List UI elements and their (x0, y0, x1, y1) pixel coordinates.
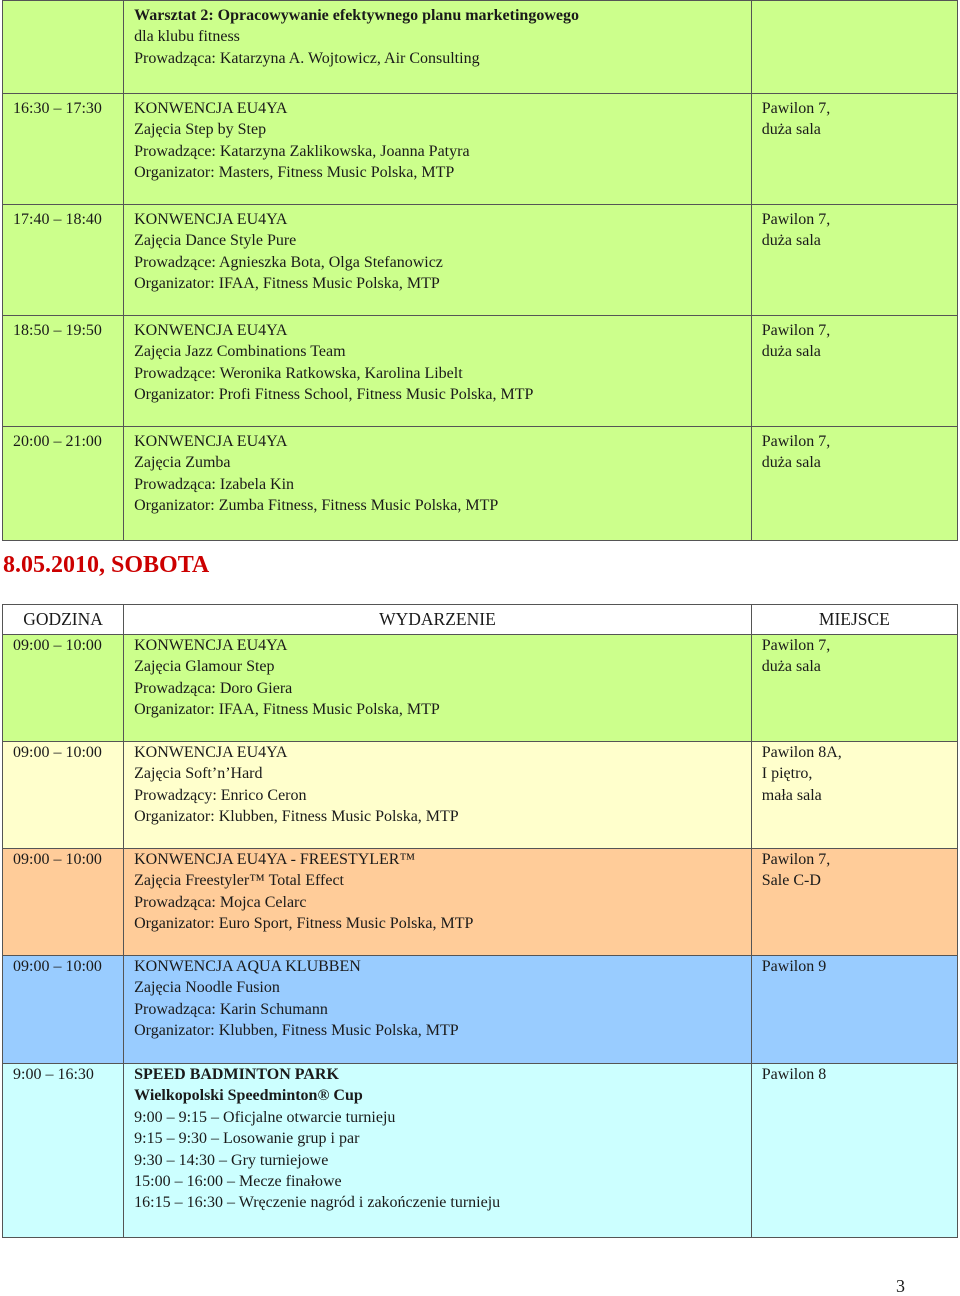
event-detail: Zajęcia Soft’n’Hard (134, 765, 263, 783)
event-cell (124, 205, 752, 316)
event-detail: Organizator: Klubben, Fitness Music Polska, MTP (134, 1022, 459, 1040)
place-cell (751, 1064, 957, 1238)
event-cell (124, 94, 752, 205)
time-cell: 18:50 – 19:50 (3, 316, 124, 427)
event-detail: Organizator: Masters, Fitness Music Polska, MTP (134, 164, 455, 182)
time-cell: 09:00 – 10:00 (3, 742, 124, 849)
time-cell: 17:40 – 18:40 (3, 205, 124, 316)
time-cell: 20:00 – 21:00 (3, 427, 124, 541)
place-cell (751, 849, 957, 956)
header-place: MIEJSCE (751, 605, 957, 635)
place-line: Pawilon 7, (761, 637, 831, 654)
schedule-row (3, 956, 958, 1064)
place-line: Pawilon 8 (761, 1066, 827, 1083)
event-detail: Organizator: IFAA, Fitness Music Polska, MTP (134, 701, 440, 719)
workshop-subtitle: dla klubu fitness (134, 28, 240, 46)
event-cell (124, 635, 752, 742)
event-title: KONWENCJA EU4YA (134, 211, 288, 228)
place-cell (751, 427, 957, 541)
event-title: KONWENCJA EU4YA (134, 433, 288, 450)
event-detail: 9:30 – 14:30 – Gry turniejowe (134, 1151, 329, 1169)
time-cell: 09:00 – 10:00 (3, 635, 124, 742)
event-detail: Prowadzący: Enrico Ceron (134, 786, 307, 804)
event-detail: Prowadzące: Weronika Ratkowska, Karolina Libelt (134, 364, 463, 382)
event-cell (124, 849, 752, 956)
place-cell (751, 316, 957, 427)
event-cell (124, 956, 752, 1064)
event-detail: Organizator: Zumba Fitness, Fitness Music Polska, MTP (134, 497, 499, 515)
event-detail: 9:00 – 9:15 – Oficjalne otwarcie turnieju (134, 1108, 396, 1126)
event-detail: Organizator: IFAA, Fitness Music Polska, MTP (134, 275, 440, 293)
header-event: WYDARZENIE (124, 605, 752, 635)
place-line: Pawilon 7, (761, 322, 831, 339)
place-line: Pawilon 7, (761, 100, 831, 117)
event-detail: Zajęcia Zumba (134, 454, 231, 472)
event-subtitle: Wielkopolski Speedminton® Cup (134, 1087, 363, 1105)
place-line: Sale C-D (761, 872, 821, 890)
time-cell: 16:30 – 17:30 (3, 94, 124, 205)
event-detail: 15:00 – 16:00 – Mecze finałowe (134, 1173, 342, 1191)
place-line: Pawilon 7, (761, 211, 831, 228)
schedule-row (3, 849, 958, 956)
place-cell (751, 94, 957, 205)
event-title: SPEED BADMINTON PARK (134, 1066, 339, 1083)
schedule-row (3, 316, 958, 427)
time-cell: 09:00 – 10:00 (3, 849, 124, 956)
event-detail: 9:15 – 9:30 – Losowanie grup i par (134, 1130, 360, 1148)
place-cell (751, 635, 957, 742)
place-line: mała sala (761, 786, 822, 804)
schedule-row (3, 205, 958, 316)
event-cell (124, 316, 752, 427)
event-detail: Zajęcia Glamour Step (134, 658, 275, 676)
event-detail: 16:15 – 16:30 – Wręczenie nagród i zakończenie turnieju (134, 1194, 501, 1212)
event-detail: Zajęcia Freestyler™ Total Effect (134, 872, 344, 890)
schedule-table-friday (2, 0, 958, 541)
event-detail: Zajęcia Step by Step (134, 121, 267, 139)
time-cell: 09:00 – 10:00 (3, 956, 124, 1064)
workshop-host: Prowadząca: Katarzyna A. Wojtowicz, Air Consulting (134, 49, 480, 67)
event-detail: Prowadzące: Agnieszka Bota, Olga Stefanowicz (134, 253, 443, 271)
place-cell (751, 742, 957, 849)
event-detail: Prowadząca: Izabela Kin (134, 475, 295, 493)
time-cell: 9:00 – 16:30 (3, 1064, 124, 1238)
event-detail: Zajęcia Noodle Fusion (134, 979, 280, 997)
place-line: duża sala (761, 658, 821, 676)
schedule-table-saturday (2, 604, 958, 1238)
workshop-row (3, 1, 958, 94)
schedule-row (3, 94, 958, 205)
schedule-row (3, 635, 958, 742)
place-cell (751, 205, 957, 316)
place-line: Pawilon 7, (761, 433, 831, 450)
place-line: duża sala (761, 121, 821, 139)
event-cell (124, 742, 752, 849)
place-line: Pawilon 8A, (761, 744, 842, 761)
event-title: KONWENCJA EU4YA (134, 322, 288, 339)
place-line: duża sala (761, 454, 821, 472)
event-detail: Prowadzące: Katarzyna Zaklikowska, Joanna Patyra (134, 142, 470, 160)
schedule-row (3, 1064, 958, 1238)
schedule-row (3, 742, 958, 849)
place-line: Pawilon 7, (761, 851, 831, 868)
schedule-row (3, 427, 958, 541)
workshop-time-cell (3, 1, 124, 94)
table-header-row (3, 605, 958, 635)
place-line: duża sala (761, 232, 821, 250)
event-title: KONWENCJA AQUA KLUBBEN (134, 958, 361, 975)
event-cell (124, 427, 752, 541)
event-title: KONWENCJA EU4YA (134, 637, 288, 654)
header-time: GODZINA (3, 605, 124, 635)
event-detail: Organizator: Profi Fitness School, Fitness Music Polska, MTP (134, 386, 534, 404)
event-detail: Prowadząca: Mojca Celarc (134, 893, 307, 911)
event-detail: Organizator: Euro Sport, Fitness Music Polska, MTP (134, 915, 474, 933)
event-detail: Prowadząca: Doro Giera (134, 679, 293, 697)
page-number: 3 (896, 1276, 905, 1296)
event-detail: Zajęcia Dance Style Pure (134, 232, 297, 250)
place-line: Pawilon 9 (761, 958, 827, 975)
place-cell (751, 956, 957, 1064)
event-detail: Prowadząca: Karin Schumann (134, 1000, 328, 1018)
event-detail: Zajęcia Jazz Combinations Team (134, 343, 346, 361)
event-title: KONWENCJA EU4YA (134, 744, 288, 761)
event-detail: Organizator: Klubben, Fitness Music Polska, MTP (134, 808, 459, 826)
place-line: I piętro, (761, 765, 813, 783)
workshop-event-cell (124, 1, 752, 94)
event-title: KONWENCJA EU4YA (134, 100, 288, 117)
event-cell (124, 1064, 752, 1238)
workshop-title: Warsztat 2: Opracowywanie efektywnego planu marketingowego (134, 7, 579, 24)
workshop-place-cell (751, 1, 957, 94)
event-title: KONWENCJA EU4YA - FREESTYLER™ (134, 851, 416, 868)
place-line: duża sala (761, 343, 821, 361)
date-heading: 8.05.2010, SOBOTA (3, 552, 210, 578)
